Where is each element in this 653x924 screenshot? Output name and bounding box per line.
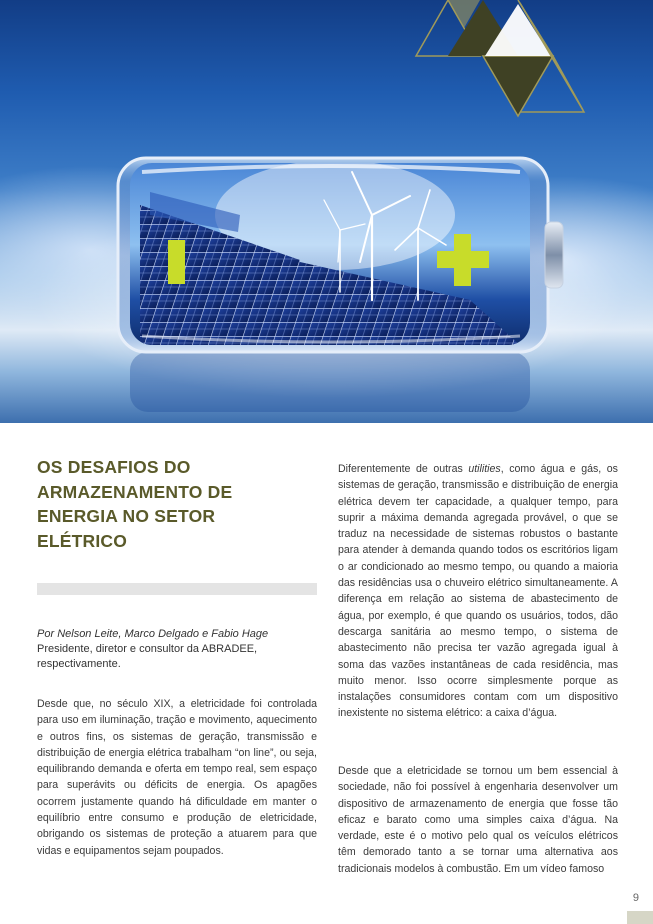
body-paragraph: Diferentemente de outras utilities, como água e gás, os sistemas de geração, transmissão e distribuição de energia elétrica devem ter capacidade, a qualquer tempo, para suprir a máxima demanda agregada provável, o que se traduz na necessidade de sistemas robustos o bastante para atender à demanda quando todos os escritórios ligam o ar condicionado ao mesmo tempo, ou quando a maioria das residências usa o chuveiro elétrico simultaneamente. A diferença em relação ao sistema de abastecimento de água, por exemplo, é que quando os usuários, todos, dão descarga sanitária ao mesmo tempo, o sistema de abastecimento não precisa ter vazão agregada igual à soma das vazões instantâneas de cada residência, mas muito menor. Isso ocorre simplesmente porque as instalações consumidores contam com um dispositivo inexistente no sistema elétrico: a caixa d’água.	[338, 463, 618, 720]
hero-illustration	[0, 0, 653, 423]
page-number-bar	[627, 911, 653, 924]
byline-role: Presidente, diretor e consultor da ABRADEE, respectivamente.	[37, 643, 258, 670]
triangle-logo-icon	[416, 0, 585, 116]
byline-prefix: Por	[37, 628, 55, 640]
byline-authors: Nelson Leite, Marco Delgado e Fabio Hage	[57, 628, 269, 640]
byline	[37, 627, 317, 672]
page-number: 9	[632, 892, 639, 904]
title-divider	[37, 583, 317, 595]
battery-icon	[118, 158, 563, 352]
body-paragraph: Desde que, no século XIX, a eletricidade foi controlada para uso em iluminação, tração e movimento, aquecimento e outros fins, os sistemas de geração, transmissão e distribuição de energia elétrica trabalham “on line”, ou seja, equilibrando demanda e oferta em tempo real, sem espaço para superávits ou déficits de energia. Os apagões ocorrem justamente quando há dificuldade em manter o equilíbrio entre consumo e produção de eletricidade, obrigando os sistemas de proteção a atuarem para que vidas e equipamentos sejam poupados.	[37, 698, 317, 857]
battery-illustration	[0, 0, 653, 423]
body-paragraph: Desde que a eletricidade se tornou um bem essencial à sociedade, não foi possível à engenharia desenvolver um dispositivo de armazenamento de energia que fosse tão eficaz e barato como uma simples caixa d’água. Na verdade, este é o motivo pelo qual os veículos elétricos têm demorado tanto a se tornar uma alternativa aos tradicionais modelos à combustão. Em um vídeo famoso	[338, 765, 618, 875]
article-title: OS DESAFIOS DO ARMAZENAMENTO DE ENERGIA NO SETOR ELÉTRICO	[37, 457, 233, 551]
minus-sign-icon	[168, 240, 185, 284]
